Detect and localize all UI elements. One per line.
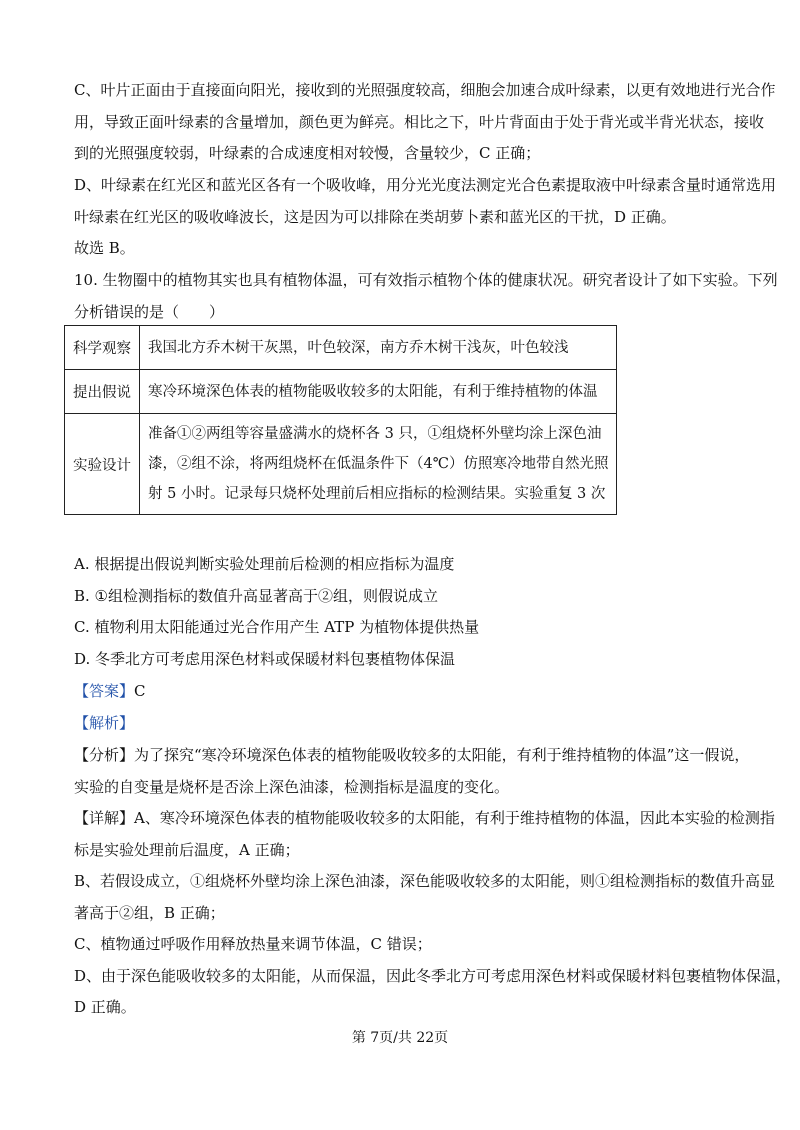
cell-line: 射 5 小时。记录每只烧杯处理前后相应指标的检测结果。实验重复 3 次 — [148, 486, 606, 502]
answer-line — [74, 676, 734, 708]
table-row-header: 实验设计 — [65, 414, 140, 515]
answer-value: C — [134, 682, 146, 700]
table-row — [65, 414, 617, 515]
text-line: 著高于②组，B 正确； — [74, 903, 225, 922]
text-line: 分析错误的是（ ） — [74, 302, 225, 321]
text-line: 叶绿素在红光区的吸收峰波长，这是因为可以排除在类胡萝卜素和蓝光区的干扰，D 正确。 — [74, 207, 676, 226]
table-row — [65, 326, 617, 370]
analysis-label: 【解析】 — [74, 714, 135, 732]
answer-options — [74, 549, 734, 675]
cell-line: 寒冷环境深色体表的植物能吸收较多的太阳能，有利于维持植物的体温 — [148, 383, 598, 400]
table-row-header: 科学观察 — [65, 326, 140, 370]
option-d: D. 冬季北方可考虑用深色材料或保暖材料包裹植物体保温 — [74, 649, 456, 668]
analysis-heading — [74, 708, 734, 740]
option-d-explanation — [74, 170, 777, 233]
page-number: 第 7页/共 22页 — [351, 1030, 449, 1046]
analysis-text: 为了探究“寒冷环境深色体表的植物能吸收较多的太阳能，有利于维持植物的体温”这一假说， — [134, 746, 750, 764]
option-c-explanation — [74, 75, 776, 170]
table-row-header: 提出假说 — [65, 370, 140, 414]
option-c: C. 植物利用太阳能通过光合作用产生 ATP 为植物体提供热量 — [74, 618, 480, 636]
experiment-table — [64, 325, 617, 515]
text-line: 到的光照强度较弱，叶绿素的合成速度相对较慢，含量较少，C 正确； — [74, 144, 541, 162]
text-line: 实验的自变量是烧杯是否涂上深色油漆，检测指标是温度的变化。 — [74, 777, 510, 796]
text-line: 标是实验处理前后温度，A 正确； — [74, 840, 300, 859]
detail-c-text: C、植物通过呼吸作用释放热量来调节体温，C 错误； — [74, 935, 432, 953]
analysis-tag: 【分析】 — [74, 746, 135, 764]
text-line: C、叶片正面由于直接面向阳光，接收到的光照强度较高，细胞会加速合成叶绿素，以更有效地进行光合作 — [74, 81, 776, 99]
option-a: A. 根据提出假说判断实验处理前后检测的相应指标为温度 — [74, 555, 455, 573]
text-line: 10. 生物圈中的植物其实也具有植物体温，可有效指示植物个体的健康状况。研究者设计了如下实验。下列 — [74, 271, 778, 289]
table-cell — [140, 326, 617, 370]
text-line: D 正确。 — [74, 998, 136, 1016]
detail-tag: 【详解】 — [74, 809, 135, 827]
conclusion — [74, 233, 734, 265]
detail-section — [74, 803, 792, 1024]
text-line: D、叶绿素在红光区和蓝光区各有一个吸收峰，用分光光度法测定光合色素提取液中叶绿素含量时通常选用 — [74, 176, 777, 194]
option-b: B. ①组检测指标的数值升高显著高于②组，则假说成立 — [74, 586, 439, 605]
answer-label: 【答案】 — [74, 682, 135, 700]
detail-d-text: D、由于深色能吸收较多的太阳能，从而保温，因此冬季北方可考虑用深色材料或保暖材料包裹植物体保温， — [74, 966, 792, 985]
detail-b-text: B、若假设成立，①组烧杯外壁均涂上深色油漆，深色能吸收较多的太阳能，则①组检测指标的数值升高显 — [74, 872, 776, 890]
conclusion-text: 故选 B。 — [74, 239, 135, 257]
detail-a-text: A、寒冷环境深色体表的植物能吸收较多的太阳能，有利于维持植物的体温，因此本实验的检测指 — [134, 809, 775, 827]
cell-line: 漆，②组不涂，将两组烧杯在低温条件下（4℃）仿照寒冷地带自然光照 — [148, 456, 609, 472]
table-row — [65, 370, 617, 414]
analysis-section — [74, 740, 750, 803]
table-cell — [140, 370, 617, 414]
cell-line: 我国北方乔木树干灰黑，叶色较深，南方乔木树干浅灰，叶色较浅 — [148, 339, 569, 356]
text-line: 用，导致正面叶绿素的含量增加，颜色更为鲜亮。相比之下，叶片背面由于处于背光或半背光状态，接收 — [74, 112, 765, 131]
cell-line: 准备①②两组等容量盛满水的烧杯各 3 只，①组烧杯外壁均涂上深色油 — [148, 426, 602, 442]
question-stem — [74, 265, 778, 328]
table-cell — [140, 414, 617, 515]
